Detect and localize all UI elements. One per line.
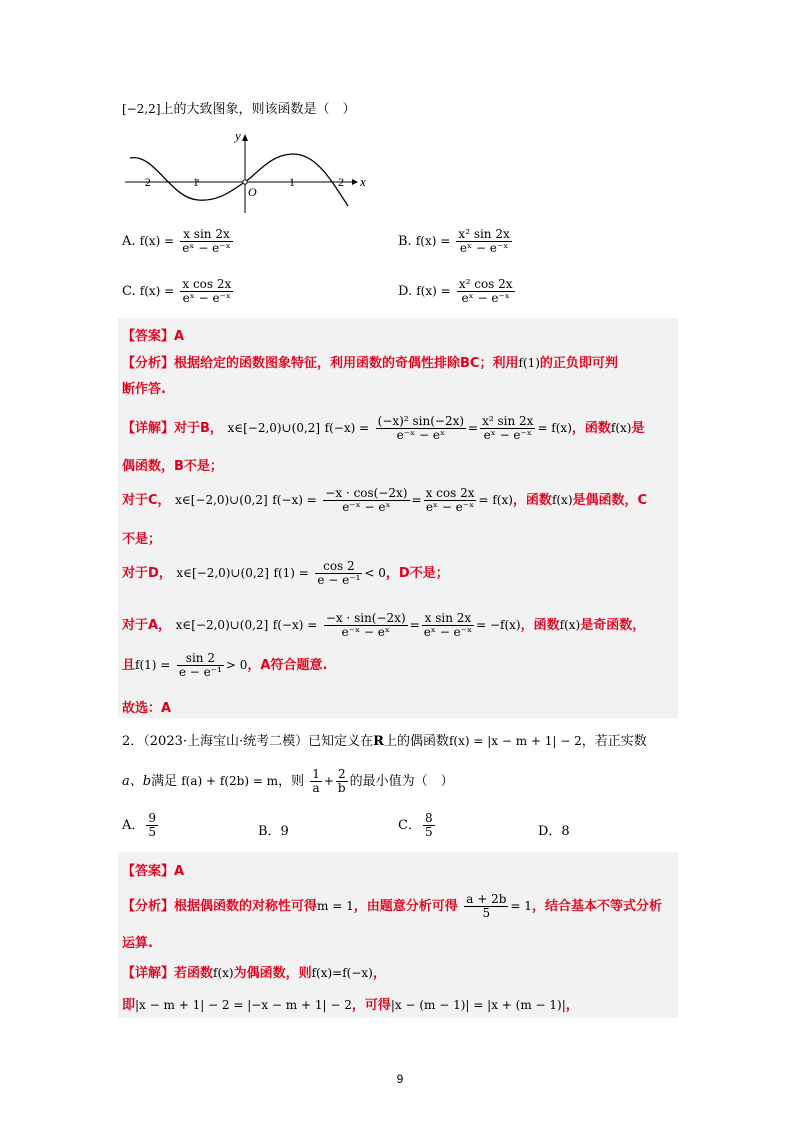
- q2-answer: 【答案】A: [122, 864, 185, 879]
- q2-analysis: 【分析】根据偶函数的对称性可得m = 1，由题意分析可得 $\frac{a + 2b}{5}$ = 1，结合基本不等式分析: [122, 892, 662, 920]
- option-b-num: x² sin 2x: [458, 227, 510, 241]
- tick-label-2: 2: [338, 175, 344, 189]
- q2-option-d[interactable]: D．8: [538, 824, 570, 839]
- option-b-label: B.: [398, 234, 412, 249]
- q1-detail-c-cont: 不是；: [122, 532, 162, 547]
- q1-option-a[interactable]: [122, 228, 235, 255]
- q1-detail-d: 对于D， x∈[−2,0)∪(0,2] f(1) = $\frac{\cos 2}{\text{e − e⁻¹}}$ < 0，D不是；: [122, 559, 449, 587]
- option-b-lhs: f(x) =: [415, 234, 451, 248]
- q1-analysis: 【分析】根据给定的函数图象特征，利用函数的奇偶性排除BC；利用f(1)的正负即可判: [122, 356, 618, 371]
- x-label: x: [360, 174, 366, 189]
- option-b-den: eˣ − e⁻ˣ: [459, 241, 509, 255]
- option-d-den: eˣ − e⁻ˣ: [461, 291, 510, 305]
- c-domain: x∈[−2,0)∪(0,2]: [175, 493, 268, 507]
- option-c-lhs: f(x) =: [139, 284, 175, 298]
- option-d-num: x² cos 2x: [458, 277, 513, 291]
- option-a-label: A.: [122, 234, 136, 249]
- a-domain: x∈[−2,0)∪(0,2]: [175, 618, 269, 632]
- q1-option-c[interactable]: [122, 278, 235, 305]
- q1-stem-text: 上的大致图象，则该函数是（ ）: [160, 102, 356, 117]
- q2-detail: 【详解】若函数f(x)为偶函数，则f(x)=f(−x)，: [122, 966, 386, 981]
- d-domain: x∈[−2,0)∪(0,2]: [176, 566, 269, 580]
- q1-detail-b: 【详解】对于B， x∈[−2,0)∪(0,2] f(−x) = $\frac{\text{(−x)² sin(−2x)}}{\text{e⁻ˣ − eˣ}}$ = $\frac{\text{x² sin 2x}}{\text{eˣ − e⁻ˣ}}$ = f(x)，函数f(x)是: [122, 414, 645, 442]
- option-c-label: C.: [122, 284, 136, 299]
- option-a-num: x sin 2x: [180, 228, 232, 242]
- q1-detail-b-cont: 偶函数，B不是；: [122, 459, 223, 474]
- f1-expr: f(1): [518, 356, 540, 370]
- x-axis-arrow: [352, 179, 358, 185]
- q2-detail-cont: 即|x − m + 1| − 2 = |−x − m + 1| − 2，可得|x − (m − 1)| = |x + (m − 1)|，: [122, 998, 579, 1013]
- q1-interval: [−2,2]: [122, 102, 161, 116]
- q1-stem: [122, 98, 356, 117]
- page-number: 9: [396, 1072, 404, 1086]
- option-a-lhs: f(x) =: [139, 234, 175, 248]
- option-d-label: D.: [398, 284, 413, 299]
- tick-label-m1: −1: [186, 175, 199, 189]
- q2-function-def: f(x) = |x − m + 1| − 2: [448, 734, 582, 748]
- q2-option-b[interactable]: B．9: [258, 824, 289, 839]
- q2-stem-2: a、b满足 f(a) + f(2b) = m，则 $\frac{1}{a}$ + $\frac{2}{b}$ 的最小值为（ ）: [122, 767, 454, 795]
- q1-choose: 故选：A: [122, 701, 172, 716]
- q1-analysis-cont: 断作答.: [122, 382, 166, 397]
- q1-option-b[interactable]: [398, 228, 514, 255]
- origin-label: O: [248, 185, 257, 199]
- q2-option-a[interactable]: A． $\frac{9}{5}$: [122, 811, 157, 839]
- q2-analysis-cont: 运算.: [122, 936, 153, 951]
- option-a-den: eˣ − e⁻ˣ: [182, 241, 231, 255]
- q2-condition: f(a) + f(2b) = m: [181, 774, 279, 788]
- b-domain: x∈[−2,0)∪(0,2]: [227, 421, 321, 435]
- reals-symbol: R: [373, 734, 384, 749]
- q1-option-d[interactable]: [398, 278, 517, 305]
- y-axis-arrow: [242, 134, 248, 141]
- q2-stem: 2．（2023·上海宝山·统考二模）已知定义在R上的偶函数f(x) = |x − m + 1| − 2，若正实数: [122, 734, 647, 749]
- option-c-den: eˣ − e⁻ˣ: [182, 291, 232, 305]
- q1-answer: 【答案】A: [122, 329, 185, 344]
- tick-label-1: 1: [289, 175, 295, 189]
- q2-option-c[interactable]: C． $\frac{8}{5}$: [398, 811, 433, 839]
- tick-label-m2: −2: [138, 175, 151, 189]
- q1-detail-a-cont: 且f(1) = $\frac{\sin 2}{\text{e − e⁻¹}}$ > 0，A符合题意.: [122, 651, 328, 679]
- q1-detail-a: 对于A， x∈[−2,0)∪(0,2] f(−x) = $\frac{-x \cdot \sin(-2x)}{\text{e⁻ˣ − eˣ}}$ = $\frac{\text{x sin 2x}}{\text{eˣ − e⁻ˣ}}$ = −f(x)，函数f(x)是奇函数，: [122, 611, 646, 639]
- curve: [130, 154, 348, 206]
- y-label: y: [235, 128, 241, 143]
- option-c-num: x cos 2x: [182, 277, 232, 291]
- option-d-lhs: f(x) =: [416, 284, 451, 298]
- q1-function-graph: [120, 128, 370, 213]
- q1-detail-c: 对于C， x∈[−2,0)∪(0,2] f(−x) = $\frac{-x \cdot \cos(-2x)}{\text{e⁻ˣ − eˣ}}$ = $\frac{\text{x cos 2x}}{\text{eˣ − e⁻ˣ}}$ = f(x)，函数f(x)是偶函数，C: [122, 486, 648, 514]
- origin-hole: [243, 180, 247, 184]
